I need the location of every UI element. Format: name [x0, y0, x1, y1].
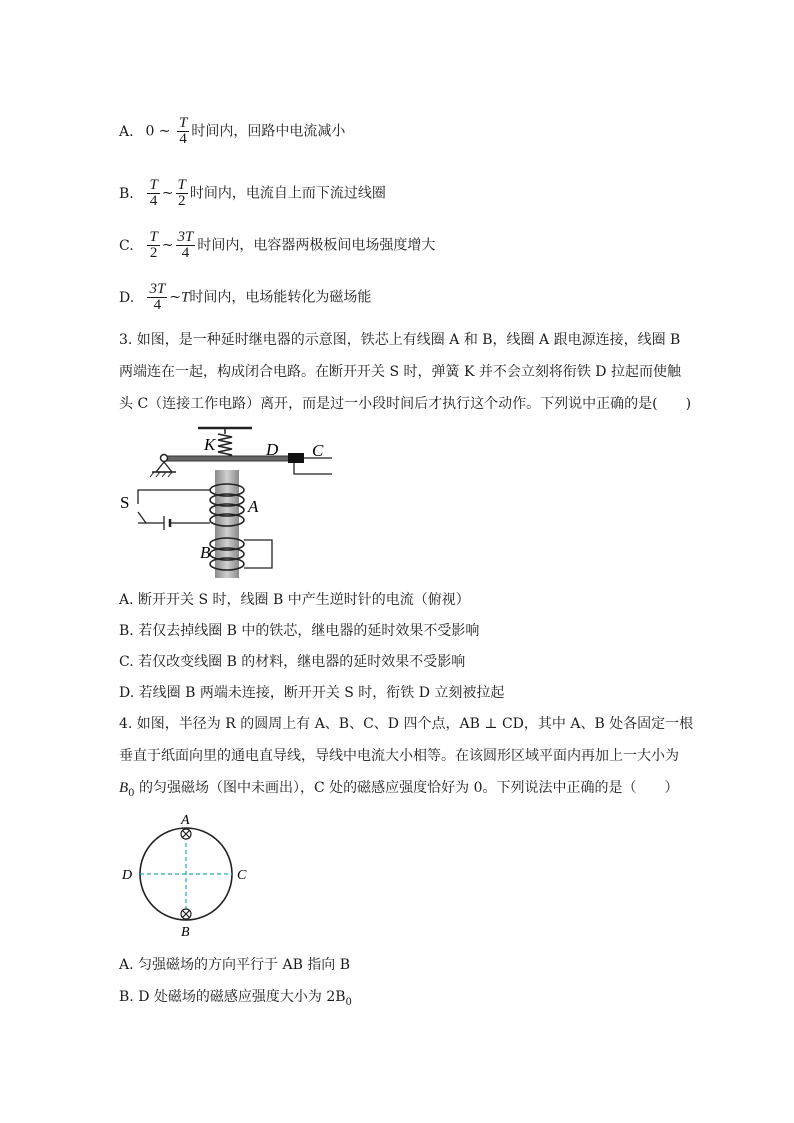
label-s: S	[120, 493, 130, 512]
label-a: A	[181, 813, 190, 828]
label-k: K	[204, 435, 216, 454]
coil-b-loop	[244, 540, 272, 568]
option-letter: D.	[119, 289, 135, 306]
fraction: $\frac{T}{2}$	[177, 177, 186, 209]
q2-option-c	[119, 230, 435, 261]
option-letter: C.	[119, 237, 134, 254]
option-text: 时间内，回路中电流减小	[191, 123, 346, 140]
fraction: $\frac{T}{4}$	[149, 177, 158, 209]
option-text: 时间内，电容器两极板间电场强度增大	[197, 237, 436, 254]
q3-stem-line-2: 两端连在一起，构成闭合电路。在断开开关 S 时，弹簧 K 并不会立刻将衔铁 D 拉起而使触	[119, 364, 681, 380]
q4-stem-line-1: 4. 如图，半径为 R 的圆周上有 A、B、C、D 四个点，AB ⊥ CD，其中 A、B 处各固定一根	[119, 716, 694, 732]
label-c: C	[237, 868, 247, 883]
q4-option-b: B. D 处磁场的磁感应强度大小为 $2B_0$	[119, 989, 352, 1008]
label-d: D	[122, 868, 133, 883]
tilde: ~	[161, 185, 174, 202]
option-letter: A.	[119, 123, 134, 140]
q2-option-d	[119, 282, 371, 313]
label-b: B	[181, 925, 190, 940]
variable: T	[181, 289, 190, 306]
q2-option-a	[119, 116, 345, 147]
spring-k	[218, 428, 232, 457]
fraction: $\frac{3T}{4}$	[177, 229, 194, 261]
option-text: 时间内，电流自上而下流过线圈	[189, 185, 386, 202]
label-b: B	[200, 543, 211, 562]
fraction: $\frac{3T}{4}$	[149, 281, 166, 313]
tilde: ~	[169, 289, 182, 306]
contact-wire-lower	[294, 463, 332, 474]
iron-core	[215, 470, 239, 578]
q3-option-d: D. 若线圈 B 两端未连接，断开开关 S 时，衔铁 D 立刻被拉起	[119, 685, 505, 701]
q4-stem-line-2: 垂直于纸面向里的通电直导线，导线中电流大小相等。在该圆形区域平面内再加上一大小为	[119, 748, 679, 764]
label-d: D	[266, 440, 279, 459]
relay-diagram	[118, 422, 348, 582]
circuit-a	[138, 490, 210, 530]
label-a: A	[248, 497, 259, 516]
fraction: $\frac{T}{4}$	[179, 115, 188, 147]
label-c: C	[312, 441, 324, 460]
q4-stem-line-3: $B_0$ 的匀强磁场（图中未画出），C 处的磁感应强度恰好为 0。下列说法中正确的是（ ）	[119, 780, 679, 799]
circle-diagram	[118, 810, 258, 942]
option-letter: B.	[119, 185, 134, 202]
contact-block	[288, 453, 304, 463]
q3-stem-line-1: 3. 如图，是一种延时继电器的示意图，铁芯上有线圈 A 和 B，线圈 A 跟电源连接，线圈 B	[119, 332, 681, 348]
wire-b-icon	[181, 909, 191, 919]
tilde: ~	[161, 237, 174, 254]
range-start: 0 ~	[145, 123, 171, 140]
q3-option-a: A. 断开开关 S 时，线圈 B 中产生逆时针的电流（俯视）	[119, 592, 470, 608]
wire-a-icon	[181, 829, 191, 839]
fraction: $\frac{T}{2}$	[149, 229, 158, 261]
q3-stem-line-3: 头 C（连接工作电路）离开，而是过一小段时间后才执行这个动作。下列说中正确的是( )	[119, 396, 692, 412]
q3-option-c: C. 若仅改变线圈 B 的材料，继电器的延时效果不受影响	[119, 654, 466, 670]
option-text: 时间内，电场能转化为磁场能	[189, 289, 372, 306]
switch-s	[138, 512, 146, 523]
q2-option-b	[119, 178, 386, 209]
q4-option-a: A. 匀强磁场的方向平行于 AB 指向 B	[119, 957, 351, 973]
q3-option-b: B. 若仅去掉线圈 B 中的铁芯，继电器的延时效果不受影响	[119, 623, 480, 639]
